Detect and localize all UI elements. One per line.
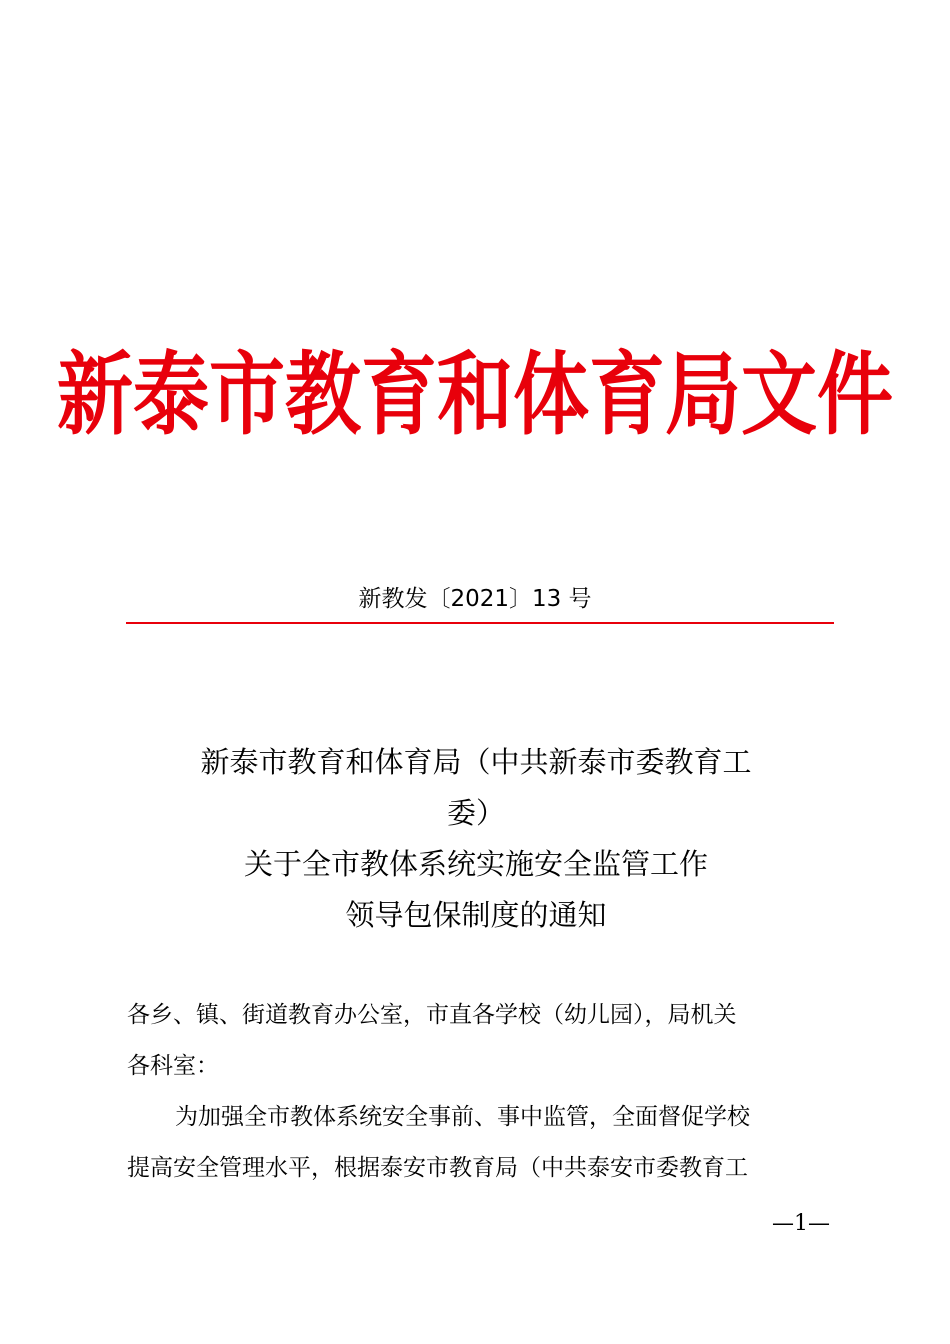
document-masthead: 新泰市教育和体育局文件 [57,341,893,447]
notice-body [127,990,827,1194]
paragraph-line: 为加强全市教体系统安全事前、事中监管，全面督促学校 [175,1104,750,1130]
title-line: 新泰市教育和体育局（中共新泰市委教育工 [200,745,752,779]
document-number: 新教发〔2021〕13 号 [358,586,592,612]
title-line: 领导包保制度的通知 [345,898,607,932]
title-line: 关于全市教体系统实施安全监管工作 [243,847,708,881]
red-divider-line [126,622,834,624]
title-line: 委） [446,796,505,830]
paragraph-line: 提高安全管理水平，根据泰安市教育局（中共泰安市委教育工 [127,1155,748,1181]
salutation-line: 各乡、镇、街道教育办公室，市直各学校（幼儿园），局机关 [127,1002,737,1028]
page-number: —1— [772,1211,830,1236]
salutation-line: 各科室： [127,1053,219,1079]
notice-title [126,737,826,941]
